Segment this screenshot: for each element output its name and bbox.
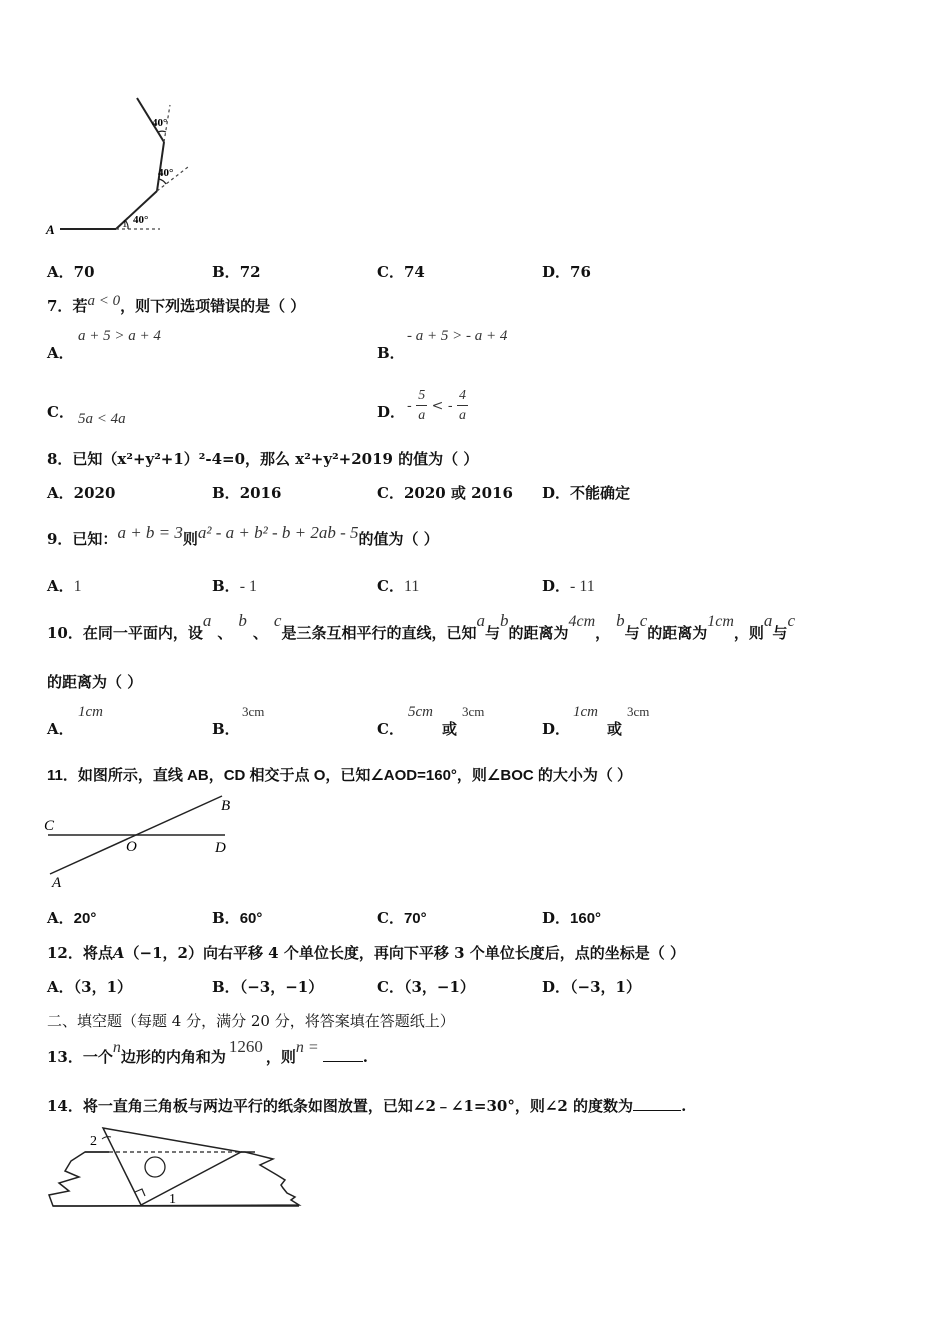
q11-label-b: B xyxy=(221,798,231,814)
q6-figure xyxy=(40,95,200,240)
q11-figure xyxy=(40,792,240,892)
q8-option-c[interactable]: C．2020 或 2016 xyxy=(377,484,513,502)
q11-option-a[interactable]: A．20° xyxy=(47,909,97,927)
q9-option-b[interactable]: B．- 1 xyxy=(212,577,258,595)
q13-stem: 13．一个n边形的内角和为1260，则n =. xyxy=(47,1037,368,1066)
q7-condition: a < 0 xyxy=(87,293,121,309)
q10-stem-line1: 10．在同一平面内，设a、b、c是三条互相平行的直线，已知a与b的距离为4cm，b与c的距离为1cm，则a与c xyxy=(47,611,795,642)
q9-option-a[interactable]: A．1 xyxy=(47,577,82,595)
q11-stem: 11．如图所示，直线 AB，CD 相交于点 O，已知∠AOD=160°，则∠BOC 的大小为（ ） xyxy=(47,767,633,784)
q14-label-2: 2 xyxy=(90,1134,97,1149)
q6-option-a[interactable]: A．70 xyxy=(47,263,95,281)
q8-stem: 8．已知（x²+y²+1）²-4=0，那么 x²+y²+2019 的值为（ ） xyxy=(47,450,479,468)
q6-option-d[interactable]: D．76 xyxy=(542,263,591,281)
q11-label-d: D xyxy=(215,840,226,856)
q10-option-d[interactable]: D． xyxy=(542,720,571,738)
q10-option-b[interactable]: B． xyxy=(212,720,240,738)
q7-option-b-expr: - a + 5 > - a + 4 xyxy=(407,328,508,344)
q10-option-c-value1: 5cm xyxy=(408,704,433,720)
q11-label-o: O xyxy=(126,839,137,855)
q9-option-c[interactable]: C．11 xyxy=(377,577,420,595)
q7-frac-left: $\frac{5}{a}$ xyxy=(418,388,426,423)
q11-option-d[interactable]: D．160° xyxy=(542,909,602,927)
q6-option-b[interactable]: B．72 xyxy=(212,263,261,281)
q10-stem-line2: 的距离为（ ） xyxy=(47,673,143,691)
q11-label-c: C xyxy=(44,818,55,834)
q13-answer-blank[interactable] xyxy=(323,1047,363,1062)
q10-option-d-value1: 1cm xyxy=(573,704,598,720)
q14-triangle-hole xyxy=(145,1157,165,1177)
q6-angle-bottom: 40° xyxy=(133,214,149,226)
q11-label-a: A xyxy=(52,875,62,891)
q10-option-d-value2: 3cm xyxy=(627,704,650,719)
q7-option-c-expr: 5a < 4a xyxy=(78,411,126,427)
q10-option-b-value: 3cm xyxy=(242,704,265,719)
q6-angle-top: 40° xyxy=(152,117,168,129)
q6-label-a: A xyxy=(46,222,55,237)
q9-expression: a² - a + b² - b + 2ab - 5 xyxy=(197,523,359,542)
q6-angle-mid: 40° xyxy=(158,167,174,179)
q12-option-c[interactable]: C．（3，−1） xyxy=(377,978,475,996)
q8-option-d[interactable]: D．不能确定 xyxy=(542,484,631,502)
q7-option-b[interactable]: B． xyxy=(377,344,405,362)
q10-option-c-or: 或 xyxy=(442,720,458,738)
q9-stem: 9．已知：a + b = 3则a² - a + b² - b + 2ab - 5的值为（ ） xyxy=(47,523,439,548)
q10-option-c[interactable]: C． xyxy=(377,720,404,738)
q14-stem: 14．将一直角三角板与两边平行的纸条如图放置，已知∠2﹣∠1=30°，则∠2 的度数为 . xyxy=(47,1097,687,1115)
section-2-title: 二、填空题（每题 4 分，满分 20 分，将答案填在答题纸上） xyxy=(47,1012,455,1030)
q12-stem: 12．将点A（−1，2）向右平移 4 个单位长度，再向下平移 3 个单位长度后，点的坐标是（ ） xyxy=(47,944,685,962)
q12-option-d[interactable]: D．（−3，1） xyxy=(542,978,641,996)
q12-option-b[interactable]: B．（−3，−1） xyxy=(212,978,324,996)
q12-option-a[interactable]: A．（3，1） xyxy=(47,978,133,996)
q14-answer-blank[interactable] xyxy=(633,1096,681,1111)
q6-option-c[interactable]: C．74 xyxy=(377,263,425,281)
q7-stem: 7．若a < 0，则下列选项错误的是（ ） xyxy=(47,293,306,315)
q14-figure xyxy=(45,1125,307,1215)
q10-option-a-value: 1cm xyxy=(78,704,103,720)
q11-option-b[interactable]: B．60° xyxy=(212,909,263,927)
q8-option-a[interactable]: A．2020 xyxy=(47,484,116,502)
q10-option-c-value2: 3cm xyxy=(462,704,485,719)
q7-option-a[interactable]: A． xyxy=(47,344,74,362)
q7-option-c[interactable]: C． xyxy=(47,403,74,421)
q9-option-d[interactable]: D．- 11 xyxy=(542,577,595,595)
q9-condition: a + b = 3 xyxy=(117,523,183,542)
q11-option-c[interactable]: C．70° xyxy=(377,909,427,927)
q7-option-a-expr: a + 5 > a + 4 xyxy=(78,328,161,344)
q10-option-a[interactable]: A． xyxy=(47,720,74,738)
q10-option-d-or: 或 xyxy=(607,720,623,738)
q7-frac-right: $\frac{4}{a}$ xyxy=(459,388,467,423)
q14-label-1: 1 xyxy=(169,1192,176,1207)
q8-option-b[interactable]: B．2016 xyxy=(212,484,282,502)
q6-label-1: 1 xyxy=(122,218,128,230)
q7-option-d-expr: - $\frac{5}{a}$ < - $\frac{4}{a}$ xyxy=(407,388,467,423)
q7-option-d[interactable]: D． xyxy=(377,403,406,421)
